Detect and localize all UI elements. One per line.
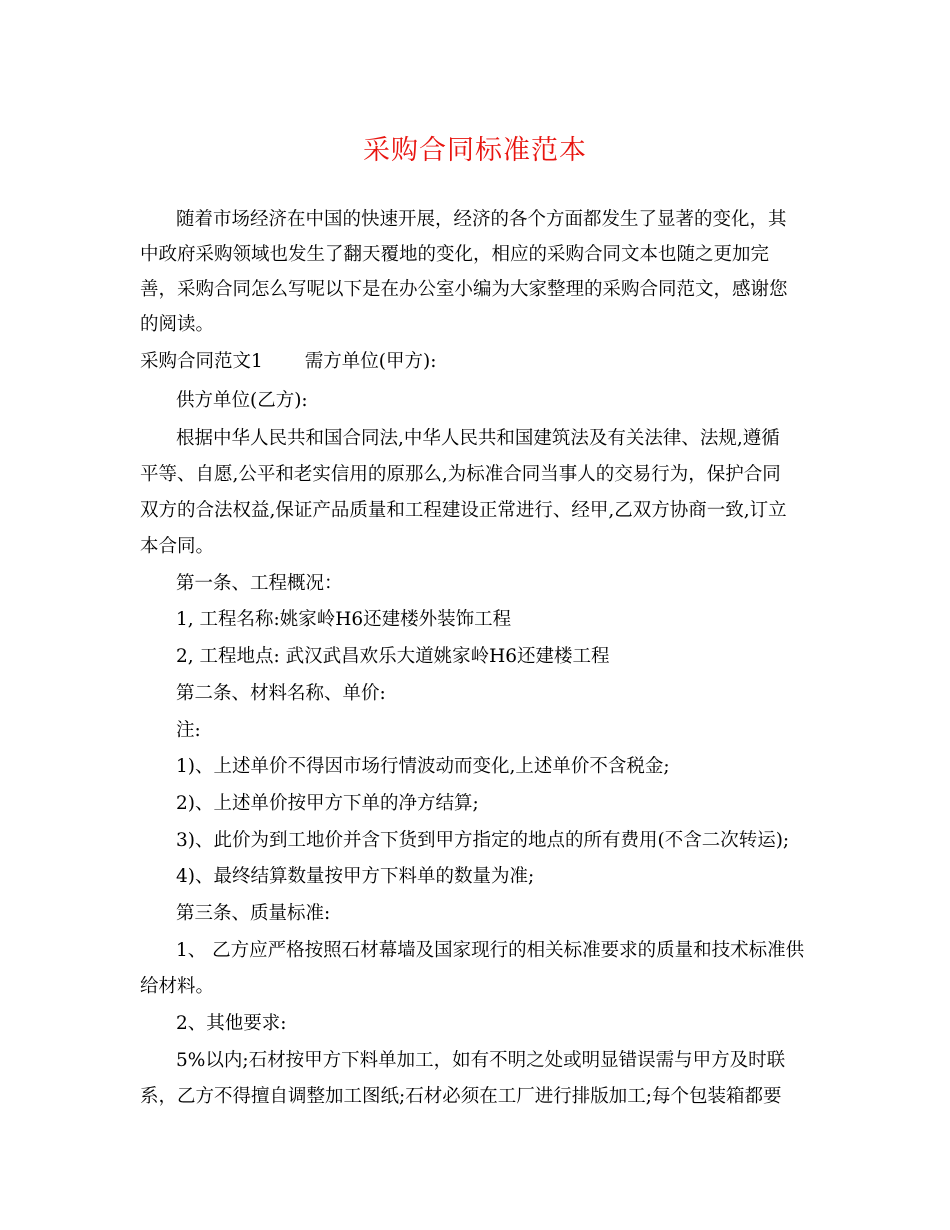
list-item: 1, 工程名称:姚家岭H6还建楼外装饰工程: [176, 609, 512, 630]
article-heading: 第二条、材料名称、单价:: [176, 683, 386, 704]
paragraph-line: 随着市场经济在中国的快速开展，经济的各个方面都发生了显著的变化，其: [176, 209, 787, 230]
paragraph-line: 5%以内;石材按甲方下料单加工，如有不明之处或明显错误需与甲方及时联: [176, 1050, 786, 1071]
paragraph-line: 的阅读。: [140, 314, 215, 335]
article-heading: 第三条、质量标准:: [176, 903, 331, 924]
paragraph-line: 善，采购合同怎么写呢以下是在办公室小编为大家整理的采购合同范文，感谢您: [140, 279, 788, 300]
paragraph-line: 1、 乙方应严格按照石材幕墙及国家现行的相关标准要求的质量和技术标准供: [176, 940, 805, 961]
paragraph-line: 根据中华人民共和国合同法,中华人民共和国建筑法及有关法律、法规,遵循: [176, 428, 780, 449]
note-label: 注:: [176, 720, 201, 741]
contract-sample-label: 采购合同范文1: [140, 351, 263, 372]
supplier-label: 供方单位(乙方):: [176, 390, 308, 411]
paragraph-line: 系，乙方不得擅自调整加工图纸;石材必须在工厂进行排版加工;每个包装箱都要: [140, 1086, 782, 1107]
paragraph-line: 中政府采购领域也发生了翻天覆地的变化，相应的采购合同文本也随之更加完: [140, 244, 770, 265]
list-item: 2, 工程地点: 武汉武昌欢乐大道姚家岭H6还建楼工程: [176, 646, 610, 667]
buyer-label: 需方单位(甲方):: [304, 351, 437, 372]
list-item: 2、其他要求:: [176, 1013, 287, 1034]
paragraph-line: 平等、自愿,公平和老实信用的原那么,为标准合同当事人的交易行为，保护合同: [140, 464, 781, 485]
list-item: 3)、此价为到工地价并含下货到甲方指定的地点的所有费用(不含二次转运);: [176, 830, 790, 851]
section-line: [140, 350, 436, 374]
page-title: 采购合同标准范本: [363, 135, 587, 166]
list-item: 4)、最终结算数量按甲方下料单的数量为准;: [176, 866, 535, 887]
paragraph-line: 本合同。: [140, 536, 215, 557]
list-item: 1)、上述单价不得因市场行情波动而变化,上述单价不含税金;: [176, 756, 670, 777]
paragraph-line: 双方的合法权益,保证产品质量和工程建设正常进行、经甲,乙双方协商一致,订立: [140, 500, 787, 521]
list-item: 2)、上述单价按甲方下单的净方结算;: [176, 793, 479, 814]
paragraph-line: 给材料。: [140, 976, 215, 997]
article-heading: 第一条、工程概况：: [176, 573, 343, 594]
